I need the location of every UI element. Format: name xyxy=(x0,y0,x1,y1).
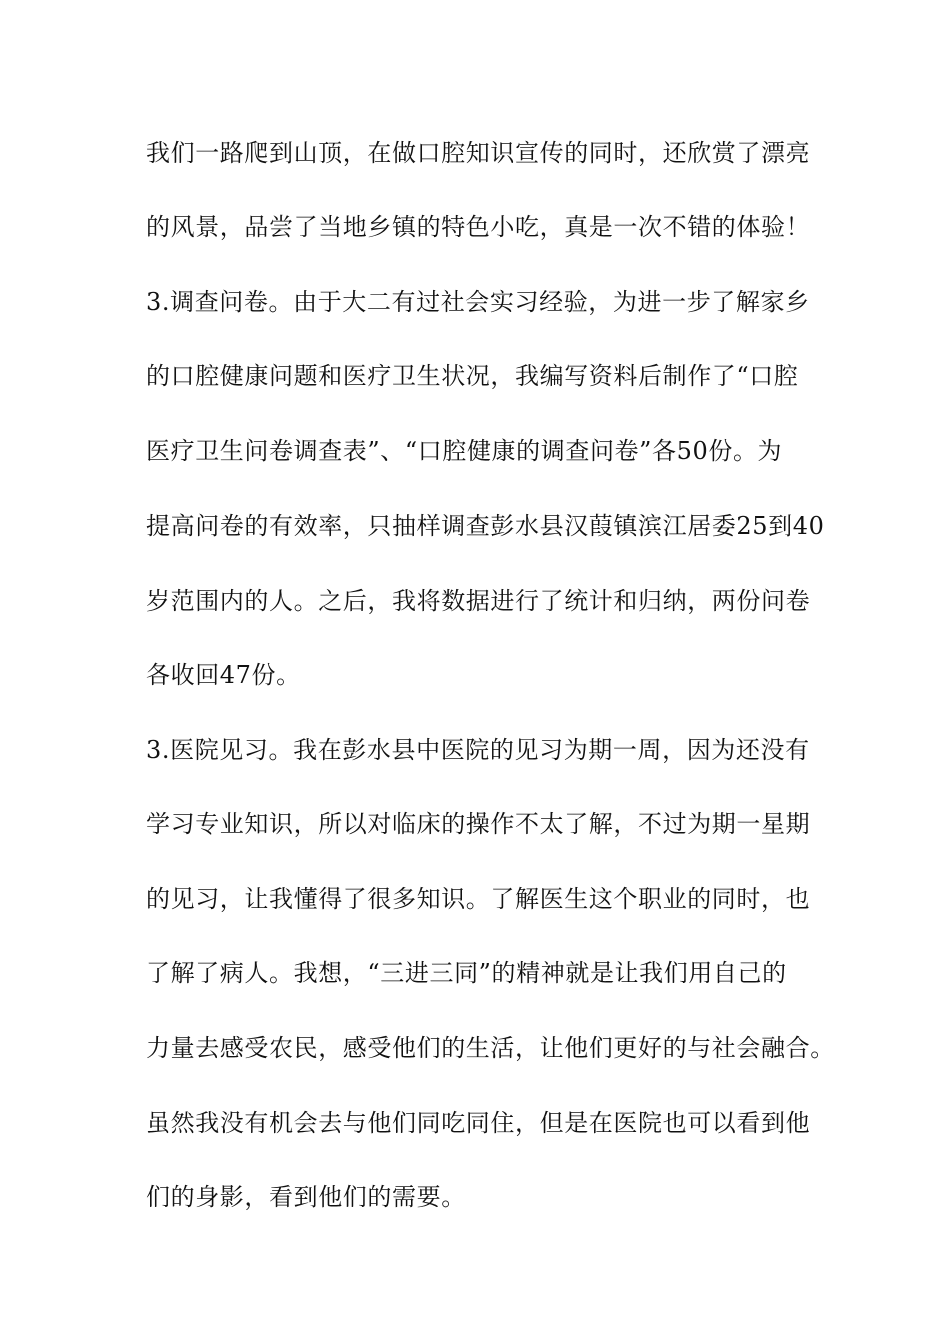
text-line: 医疗卫生问卷调查表”、“口腔健康的调查问卷”各50份。为 xyxy=(146,437,783,465)
text-line: 们的身影，看到他们的需要。 xyxy=(146,1183,466,1211)
text-line: 力量去感受农民，感受他们的生活，让他们更好的与社会融合。 xyxy=(146,1034,835,1062)
text-line: 虽然我没有机会去与他们同吃同住，但是在医院也可以看到他 xyxy=(146,1109,811,1137)
text-line: 岁范围内的人。之后，我将数据进行了统计和归纳，两份问卷 xyxy=(146,587,811,615)
text-line: 了解了病人。我想，“三进三同”的精神就是让我们用自己的 xyxy=(146,959,787,987)
text-line: 3.医院见习。我在彭水县中医院的见习为期一周，因为还没有 xyxy=(146,736,810,764)
text-line: 我们一路爬到山顶，在做口腔知识宣传的同时，还欣赏了漂亮 xyxy=(146,139,811,167)
text-line: 学习专业知识，所以对临床的操作不太了解，不过为期一星期 xyxy=(146,810,811,838)
text-line: 各收回47份。 xyxy=(146,661,301,689)
text-line: 提高问卷的有效率，只抽样调查彭水县汉葭镇滨江居委25到40 xyxy=(146,512,825,540)
text-line: 的见习，让我懂得了很多知识。了解医生这个职业的同时，也 xyxy=(146,885,811,913)
text-line: 3.调查问卷。由于大二有过社会实习经验，为进一步了解家乡 xyxy=(146,288,810,316)
text-line: 的风景，品尝了当地乡镇的特色小吃，真是一次不错的体验！ xyxy=(146,213,811,241)
text-line: 的口腔健康问题和医疗卫生状况，我编写资料后制作了“口腔 xyxy=(146,362,799,390)
